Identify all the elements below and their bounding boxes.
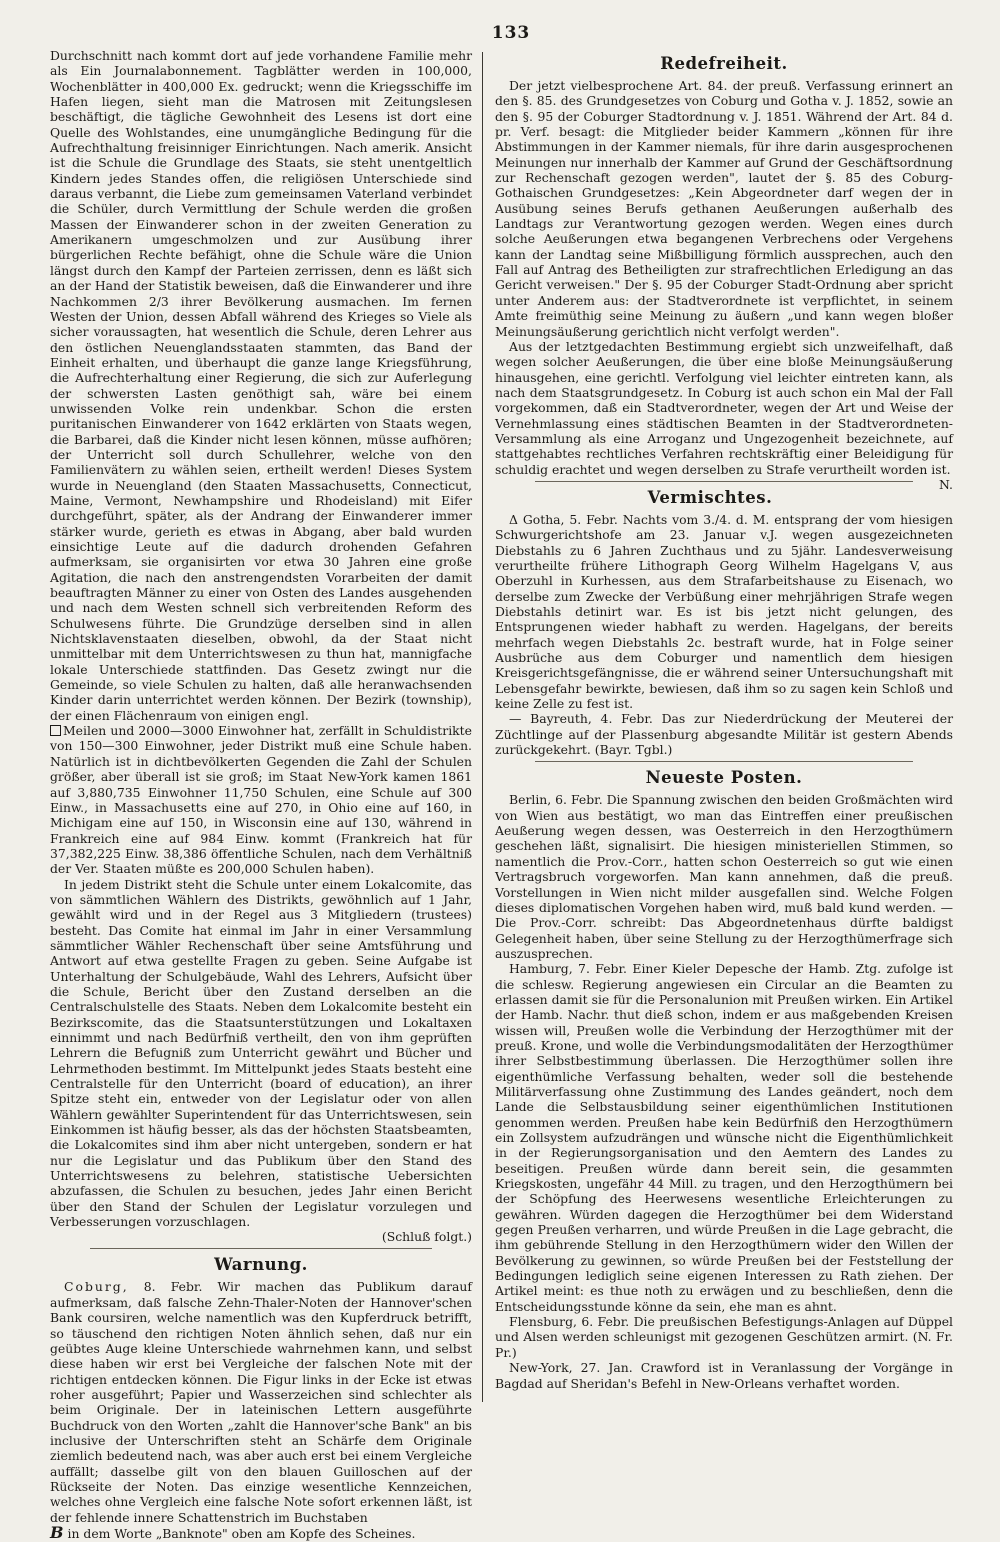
posten-hamburg: Hamburg, 7. Febr. Einer Kieler Depesche der Hamb. Ztg. zufolge ist die schlesw. Regierung angewiesen ein Circular an die Beamten zu erlassen damit sie für die Personalunion mit Preußen wirken. Ein Artikel der Hamb. Nachr. thut dieß schon, indem er aus maßgebenden Kreisen wissen will, Preußen wolle die Verbindung der Herzogthümer mit der preuß. Krone, und wolle die Verbindungsmodalitäten der Herzogthümer ihrer Selbstbestimmung überlassen. Die Herzogthümer sollen ihre eigenthümliche Verfassung behalten, weder soll die bestehende Militärverfassung ohne Zustimmung des Landes geändert, noch dem Lande die Selbstausbildung seiner eigenthümlichen Institutionen genommen werden. Preußen habe kein Bedürfniß den Herzogthümern ein Zollsystem aufzudrängen und wünsche nicht die Eigenthümlichkeit in der Regierungsorganisation und den Aemtern des Landes zu beseitigen. Preußen würde dann bereit sein, die gesammten Kriegskosten, ungefähr 44 Mill. zu tragen, und den Herzogthümern bei der Schöpfung des Heerwesens wesentliche Erleichterungen zu gewähren. Würden dagegen die Herzogthümer bei dem Widerstand gegen Preußen verharren, und würde Preußen in die Lage gebracht, die ihm gebührende Stellung in den Herzogthümern wider den Willen der Bevölkerung zu gewinnen, so würde Preußen bei der Feststellung der Bedingungen lediglich seine eigenen Interessen zu Rath ziehen. Der Artikel meint: es thue noth zu erwägen und zu beschließen, denn die Entscheidungsstunde könne da sein, ehe man es ahnt. [495,961,953,1314]
posten-flensburg: Flensburg, 6. Febr. Die preußischen Befestigungs-Anlagen auf Düppel und Alsen werden schleunigst mit gezogenen Geschützen armirt. (N. Fr. Pr.) [495,1314,953,1360]
posten-heading: Neueste Posten. [645,768,803,788]
article-school-text-cont: Meilen und 2000—3000 Einwohner hat, zerfällt in Schuldistrikte von 150—300 Einwohner, jeder Distrikt muß eine Schule haben. Natürlich ist in dichtbevölkerten Gegenden die Zahl der Schulen größer, aber überall ist sie groß; im Staat New-York kamen 1861 auf 3,880,735 Einwohner 11,750 Schulen, eine Schule auf 300 Einw., in Massachusetts eine auf 270, in Ohio eine auf 160, in Michigam eine auf 150, in Wisconsin eine auf 130, während in Frankreich eine auf 984 Einw. kommt (Frankreich hat für 37,382,225 Einw. 38,386 öffentliche Schulen, nach dem Verhältniß der Ver. Staaten müßte es 200,000 Schulen haben). [50,723,472,877]
bayreuth-source: (Bayr. Tgbl.) [594,742,673,758]
posten-newyork: New-York, 27. Jan. Crawford ist in Veranlassung der Vorgänge in Bagdad auf Sheridan's Befehl in New-Orleans verhaftet worden. [495,1360,953,1391]
vermischtes-gotha: Δ Gotha, 5. Febr. Nachts vom 3./4. d. M. entsprang der vom hiesigen Schwurgerichtshofe am 23. Januar v.J. wegen ausgezeichneten Diebstahls zu 6 Jahren Zuchthaus und zu 5jähr. Landesverweisung verurtheilte frühere Lithograph Georg Wilhelm Hagelgans V, aus Oberzuhl in Kurhessen, aus dem Strafarbeitshause zu Eisenach, wo derselbe zum Zwecke der Verbüßung einer mehrjährigen Strafe wegen Diebstahls detinirt war. Es ist bis jetzt nicht gelungen, des Entsprungenen wieder habhaft zu werden. Hagelgans, der bereits mehrfach wegen Diebstahls 2c. bestraft wurde, hat in Folge seiner Ausbrüche aus dem Coburger und namentlich dem hiesigen Kreisgerichtsgefängnisse, die er während seiner Untersuchungshaft mit Lebensgefahr bewirkte, bewiesen, daß ihm so zu sagen kein Schloß und keine Zelle zu fest ist. [495,511,953,712]
page-number: 133 [491,23,531,43]
warning-text: Coburg, 8. Febr. Wir machen das Publikum darauf aufmerksam, daß falsche Zehn-Thaler-Noten der Hannover'schen Bank coursiren, welche namentlich was den Kupferdruck betrifft, so täuschend den richtigen Noten ähnlich sehen, daß nur ein geübtes Auge kleine Unterschiede wahrnehmen kann, und selbst diese haben wir erst bei Vergleiche der falschen Note mit der richtigen entdecken können. Die Figur links in der Ecke ist etwas roher ausgeführt; Papier und Wasserzeichen sind schlechter als beim Originale. Der in lateinischen Lettern ausgeführte Buchdruck von den Worten „zahlt die Hannover'sche Bank" an bis inclusive der Unterschriften steht an Schärfe dem Originale ziemlich bedeutend nach, was aber auch erst bei einem Vergleiche auffällt; dasselbe gilt von den blauen Guilloschen auf der Rückseite der Noten. Das einzige wesentliche Kennzeichen, welches ohne Vergleich eine falsche Note sofort erkennen läßt, ist der fehlende innere Schattenstrich im Buchstaben [50,1279,472,1525]
warning-text-end: B in dem Worte „Banknote" oben am Kopfe des Scheines. [50,1522,416,1542]
vermischtes-bayreuth: — Bayreuth, 4. Febr. Das zur Niederdrückung der Meuterei der Züchtlinge auf der Plassenburg abgesandte Militär ist gestern Abends zurückgekehrt. (Bayr. Tgbl.) [495,711,953,758]
article-school-text: Durchschnitt nach kommt dort auf jede vorhandene Familie mehr als Ein Journalabonnement. Tagblätter werden in 100,000, Wochenblätter in 400,000 Ex. gedruckt; wenn die Kriegsschiffe im Hafen liegen, sieht man die Matrosen mit Zeitungslesen beschäftigt, die tägliche Gewohnheit des Lesens ist dort eine Quelle des Wohlstandes, eine unumgängliche Bedingung für die Aufrechthaltung freisinniger Einrichtungen. Nach amerik. Ansicht ist die Schule die Grundlage des Staats, sie steht unentgeltlich Kindern jedes Standes offen, die religiösen Unterschiede sind daraus verbannt, die Liebe zum gemeinsamen Vaterland verbindet die Schüler, durch Vermittlung der Schule werden die großen Massen der Einwanderer schon in der zweiten Generation zu Amerikanern umgeschmolzen und zur Ausübung ihrer bürgerlichen Rechte befähigt, ohne die Schule wäre die Union längst durch den Kampf der Parteien zerrissen, denn es läßt sich an der Hand der Statistik beweisen, daß die Einwanderer und ihre Nachkommen 2/3 ihrer Bevölkerung ausmachen. Im fernen Westen der Union, dessen Abfall während des Krieges so Viele als sicher voraussagten, hat wesentlich die Schule, deren Lehrer aus den östlichen Neuenglandsstaaten stammten, das Band der Einheit erhalten, und überhaupt die ganze lange Kriegsführung, die Aufrechterhaltung einer Regierung, die sich zur Auferlegung der schwersten Lasten genöthigt sah, wäre bei einem unwissenden Volke rein undenkbar. Schon die ersten puritanischen Einwanderer von 1642 erklärten von Staats wegen, die Barbarei, daß die Kinder nicht lesen können, müsse aufhören; der Unterricht soll durch Schullehrer, welche von den Familienvätern zu wählen seien, ertheilt werden! Dieses System wurde in Neuengland (den Staaten Massachusetts, Connecticut, Maine, Vermont, Newhampshire und Rhodeisland) mit Eifer durchgeführt, später, als der Andrang der Einwanderer immer stärker wurde, gerieth es etwas in Abgang, aber bald wurden einsichtige Leute auf die dadurch drohenden Gefahren aufmerksam, sie organisirten vor etwa 30 Jahren eine große Agitation, die nach den anstrengendsten Vorarbeiten der damit beauftragten Männer zu einer von Osten des Landes ausgehenden und nach dem Westen schnell sich verbreitenden Reform des Schulwesens führte. Die Grundzüge derselben sind in allen Nichtsklavenstaaten dieselben, obwohl, da der Staat nicht unmittelbar mit dem Unterrichtswesen zu thun hat, mannigfache lokale Unterschiede stattfinden. Das Gesetz zwingt nur die Gemeinde, so viele Schulen zu halten, daß alle heranwachsenden Kinder darin unterrichtet werden können. Der Bezirk (township), der einen Flächenraum von einigen engl. [50,48,472,723]
section-divider-3 [535,761,913,762]
redefreiheit-signature: N. [939,476,953,492]
redefreiheit-text-2: Aus der letztgedachten Bestimmung ergiebt sich unzweifelhaft, daß wegen solcher Aeußerungen, die über eine bloße Meinungsäußerung hinausgehen, eine gerichtl. Verfolgung viel leichter eintreten kann, als nach dem Staatsgrundgesetz. In Coburg ist auch schon ein Mal der Fall vorgekommen, daß ein Stadtverordneter, wegen der Art und Weise der Vernehmlassung eines städtischen Beamten in der Stadtverordneten-Versammlung als eine Arroganz und Ungezogenheit bezeichnete, auf stattgehabtes rechtliches Verfahren rechtskräftig einer Beleidigung für schuldig erachtet und wegen derselben zu Strafe verurtheilt worden ist. N. [495,338,953,492]
posten-berlin: Berlin, 6. Febr. Die Spannung zwischen den beiden Großmächten wird von Wien aus bestätigt, wo man das Eintreffen einer preußischen Aeußerung wegen dessen, was Oesterreich in den Herzogthümern geschehen läßt, signalisirt. Die hiesigen ministeriellen Stimmen, so namentlich die Prov.-Corr., hatten schon Oesterreich so gut wie einen Vertragsbruch vorgeworfen. Man kann annehmen, daß die preuß. Vorstellungen in Wien nicht milder ausgefallen sind. Welche Folgen dieses diplomatischen Vorgehen haben wird, muß bald kund werden. — Die Prov.-Corr. schreibt: Das Abgeordnetenhaus dürfte baldigst Gelegenheit haben, über seine Stellung zu der Herzogthümerfrage sich auszusprechen. [495,792,953,961]
redefreiheit-text-1: Der jetzt vielbesprochene Art. 84. der preuß. Verfassung erinnert an den §. 85. des Grundgesetzes von Coburg und Gotha v. J. 1852, sowie an den §. 95 der Coburger Stadtordnung v. J. 1851. Während der Art. 84 d. pr. Verf. besagt: die Mitglieder beider Kammern „können für ihre Abstimmungen in der Kammer niemals, für ihre darin ausgesprochenen Meinungen nur innerhalb der Kammer auf Grund der Geschäftsordnung zur Rechenschaft gezogen werden", lautet der §. 85 des Coburg-Gothaischen Grundgesetzes: „Kein Abgeordneter darf wegen der in Ausübung seines Berufs gethanen Aeußerungen außerhalb des Landtags zur Verantwortung gezogen werden. Wegen eines durch solche Aeußerungen etwa begangenen Verbrechens oder Vergehens kann der Landtag seine Mißbilligung förmlich aussprechen, auch den Fall auf Antrag des Betheiligten zur strafrechtlichen Erledigung an das Gericht verweisen." Der §. 95 der Coburger Stadt-Ordnung aber spricht unter Anderem aus: der Stadtverordnete ist verpflichtet, in seinem Amte freimüthig seine Meinung zu äußern „und kann wegen bloßer Meinungsäußerung gerichtlich nicht verfolgt werden". [495,78,953,339]
left-column [50,48,482,1541]
letter-b-icon: B [50,1522,64,1542]
columns [50,48,972,1541]
section-divider-2 [535,481,913,482]
redefreiheit-heading: Redefreiheit. [660,54,788,73]
square-marker-icon [50,725,61,736]
article-school-text-2: In jedem Distrikt steht die Schule unter einem Lokalcomite, das von sämmtlichen Wählern des Distrikts, gewöhnlich auf 1 Jahr, gewählt wird und in der Regel aus 3 Mitgliedern (trustees) besteht. Das Comite hat einmal im Jahr in einer Versammlung sämmtlicher Wähler Rechenschaft über seine Amtsführung und Antwort auf etwa gestellte Fragen zu geben. Seine Aufgabe ist Unterhaltung der Schulgebäude, Wahl des Lehrers, Aufsicht über die Schule, Bericht über den Zustand derselben an die Centralschulstelle des Staats. Neben dem Lokalcomite besteht ein Bezirkscomite, das die Staatsunterstützungen und Lokaltaxen einnimmt und nach Bedürfniß vertheilt, den von ihm geprüften Lehrern die Befugniß zum Unterricht gewährt und Bücher und Lehrmethoden bestimmt. Im Mittelpunkt jedes Staats besteht eine Centralstelle für den Unterricht (board of education), an ihrer Spitze steht ein, entweder von der Legislatur oder von allen Wählern gewählter Superintendent für das Unterrichtswesen, sein Einkommen ist häufig besser, als das der höchsten Staatsbeamten, die Lokalcomites sind ihm aber nicht untergeben, sondern er hat nur die Legislatur und das Publikum über den Stand des Unterrichtswesens zu belehren, statistische Uebersichten abzufassen, die Schulen zu besuchen, jedes Jahr einen Bericht über den Stand der Schulen der Legislatur vorzulegen und Verbesserungen vorzuschlagen. [50,876,472,1230]
vermischtes-heading: Vermischtes. [647,487,773,507]
warning-heading: Warnung. [214,1255,308,1275]
continued-note: (Schluß folgt.) [381,1229,472,1245]
right-column [483,48,953,1541]
section-divider [90,1248,432,1249]
